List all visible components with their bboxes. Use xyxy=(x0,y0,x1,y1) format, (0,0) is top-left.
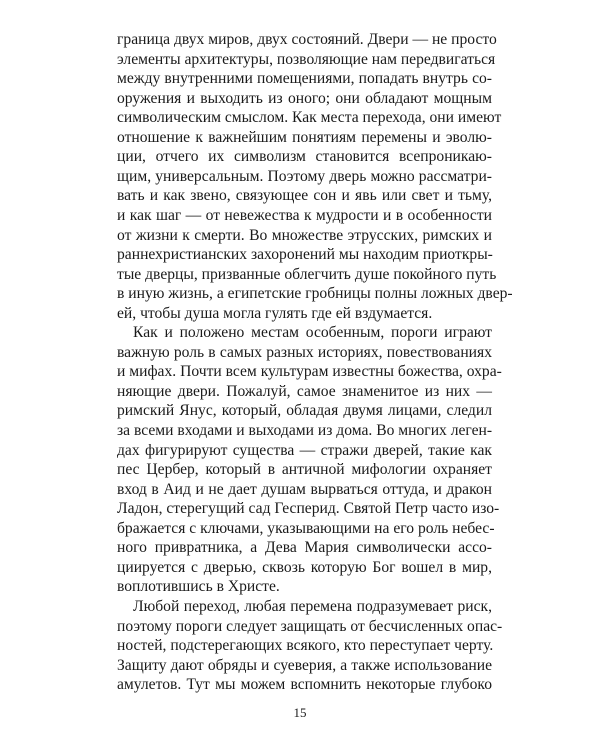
text-line: и как шаг — от невежества к мудрости и в особенности xyxy=(117,207,492,224)
text-line: бражается с ключами, указывающими на его роль небес- xyxy=(117,519,495,537)
text-line: Любой переход, любая перемена подразумевает риск, xyxy=(133,598,492,615)
text-line: от жизни к смерти. Во множестве этрусских, римских и xyxy=(117,226,492,244)
text-line: раннехристианских захоронений мы находим приоткры- xyxy=(117,246,493,264)
text-line: поэтому пороги следует защищать от бесчисленных опас- xyxy=(117,617,503,635)
text-line: ции, отчего их символизм становится всепроникаю- xyxy=(117,148,492,166)
text-line: граница двух миров, двух состояний. Двери — не просто xyxy=(117,31,497,48)
text-line: за всеми входами и выходами из дома. Во многих леген- xyxy=(117,422,493,439)
page-number: 15 xyxy=(293,705,307,720)
text-line: щим, универсальным. Поэтому дверь можно рассматри- xyxy=(117,167,492,185)
text-line: вать и как звено, связующее сон и явь или свет и тьму, xyxy=(117,187,492,205)
text-line: Как и положено местам особенным, пороги играют xyxy=(133,324,492,342)
text-line: воплотившись в Христе. xyxy=(117,578,280,596)
text-line: и мифах. Почти всем культурам известны божества, охра- xyxy=(117,363,502,381)
text-line: амулетов. Тут мы можем вспомнить некоторые глубоко xyxy=(117,676,492,694)
text-line: отношение к важнейшим понятиям перемены и эволю- xyxy=(117,128,492,146)
text-line: ей, чтобы душа могла гулять где ей вздумается. xyxy=(117,304,433,322)
text-line: вход в Аид и не дает душам вырваться оттуда, и дракон xyxy=(117,480,492,498)
text-line: символическим смыслом. Как места перехода, они имеют xyxy=(117,109,502,127)
text-line: между внутренними помещениями, попадать внутрь со- xyxy=(117,70,492,88)
text-line: оружения и выходить из оного; они обладают мощным xyxy=(117,89,492,107)
text-line: ностей, подстерегающих всякого, кто переступает черту. xyxy=(117,637,494,655)
text-line: ного привратника, а Дева Мария символически ассо- xyxy=(117,539,492,557)
text-line: няющие двери. Пожалуй, самое знаменитое из них — xyxy=(117,382,492,400)
text-line: Защиту дают обряды и суеверия, а также использование xyxy=(117,656,492,674)
text-line: пес Цербер, который в античной мифологии охраняет xyxy=(117,461,492,479)
text-line: важную роль в самых разных историях, повествованиях xyxy=(117,343,492,361)
text-line: в иную жизнь, а египетские гробницы полны ложных двер- xyxy=(117,285,513,303)
text-line: римский Янус, который, обладая двумя лицами, следил xyxy=(117,402,492,420)
text-line: циируется с дверью, сквозь которую Бог вошел в мир, xyxy=(117,558,492,576)
text-line: Ладон, стерегущий сад Гесперид. Святой Петр часто изо- xyxy=(117,500,500,518)
text-line: тые дверцы, призванные облегчить душе покойного путь xyxy=(117,265,497,283)
text-line: дах фигурируют существа — стражи дверей, такие как xyxy=(117,441,492,459)
text-line: элементы архитектуры, позволяющие нам передвигаться xyxy=(117,50,496,68)
